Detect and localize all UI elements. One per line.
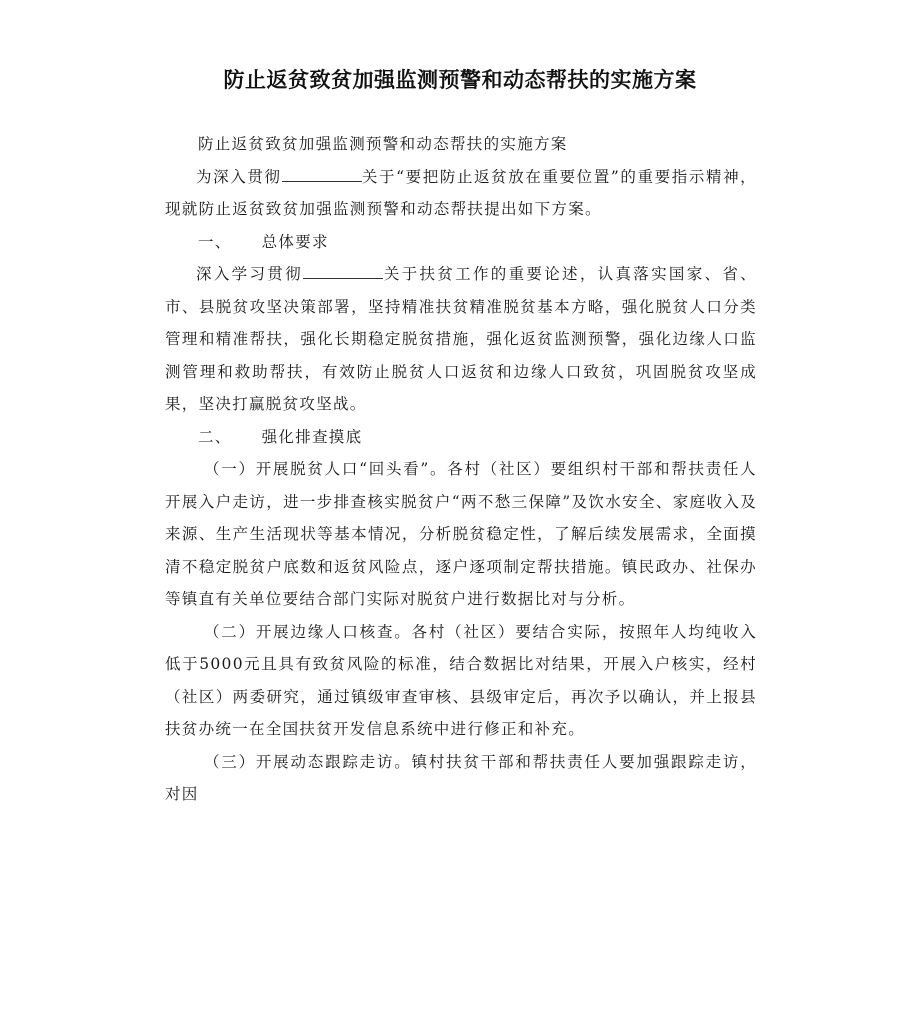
document-body (165, 128, 757, 811)
document-title: 防止返贫致贫加强监测预警和动态帮扶的实施方案 (223, 68, 697, 92)
section-2-item-1: （一）开展脱贫人口“回头看”。各村（社区）要组织村干部和帮扶责任人开展入户走访，进一步排查核实脱贫户“两不愁三保障”及饮水安全、家庭收入及来源、生产生活现状等基本情况，分析脱贫稳定性，了解后续发展需求，全面摸清不稳定脱贫户底数和返贫风险点，逐户逐项制定帮扶措施。镇民政办、社保办等镇直有关单位要结合部门实际对脱贫户进行数据比对与分析。 (165, 460, 757, 608)
fill-in-blank (303, 264, 383, 279)
section-2-item-2: （二）开展边缘人口核查。各村（社区）要结合实际，按照年人均纯收入低于5000元且具有致贫风险的标准，结合数据比对结果，开展入户核实，经村（社区）两委研究，通过镇级审查审核、县级审定后，再次予以确认，并上报县扶贫办统一在全国扶贫开发信息系统中进行修正和补充。 (165, 622, 757, 738)
section-1-text-after-blank: 关于扶贫工作的重要论述，认真落实国家、省、市、县脱贫攻坚决策部署，坚持精准扶贫精准脱贫基本方略，强化脱贫人口分类管理和精准帮扶，强化长期稳定脱贫措施，强化返贫监测预警，强化边缘人口监测管理和救助帮扶，有效防止脱贫人口返贫和边缘人口致贫，巩固脱贫攻坚成果，坚决打赢脱贫攻坚战。 (165, 265, 757, 413)
section-1-heading (165, 226, 757, 259)
section-1-paragraph (165, 258, 757, 421)
document-subtitle: 防止返贫致贫加强监测预警和动态帮扶的实施方案 (198, 135, 568, 153)
section-2-heading (165, 421, 757, 454)
section-1-text-before-blank: 深入学习贯彻 (196, 265, 303, 283)
section-1-title: 总体要求 (261, 232, 329, 251)
section-2-number: 二、 (198, 427, 232, 446)
section-2-title: 强化排查摸底 (261, 427, 363, 446)
fill-in-blank (282, 167, 362, 182)
intro-text-after-blank: 关于“要把防止返贫放在重要位置”的重要指示精神，现就防止返贫致贫加强监测预警和动态帮扶提出如下方案。 (165, 167, 757, 218)
intro-text-before-blank: 为深入贯彻 (196, 167, 282, 186)
section-1-number: 一、 (198, 232, 232, 251)
intro-paragraph (165, 161, 757, 226)
section-2-item-3: （三）开展动态跟踪走访。镇村扶贫干部和帮扶责任人要加强跟踪走访，对因 (165, 752, 757, 803)
